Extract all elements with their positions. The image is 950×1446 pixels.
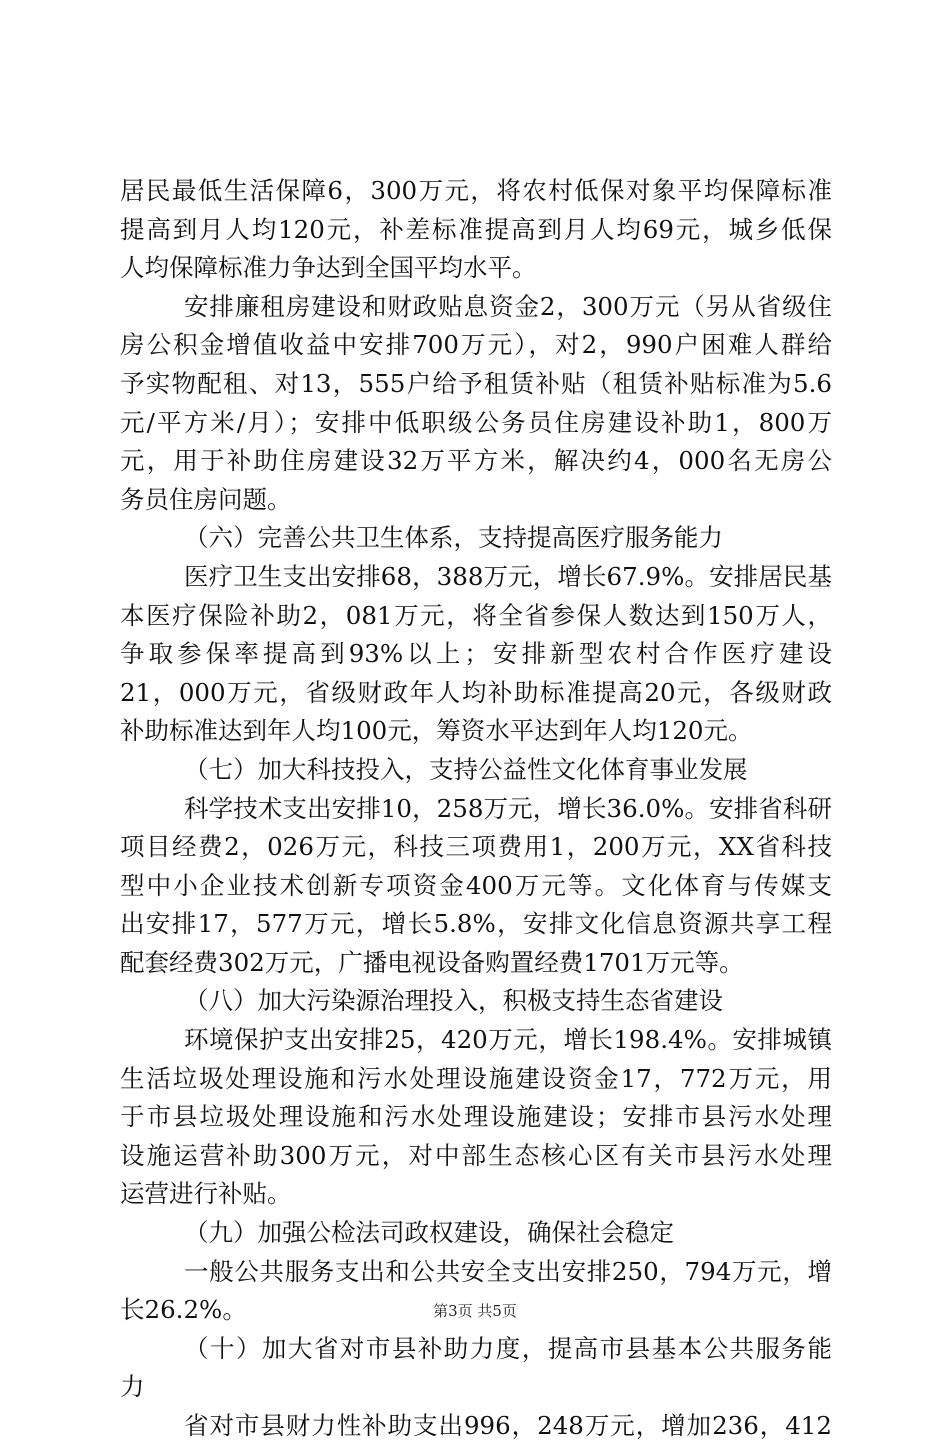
paragraph-first-line: 安排廉租房建设和财政贴息资金2，300万元（另从省级住 bbox=[184, 291, 832, 321]
paragraph-first-line: 省对市县财力性补助支出996，248万元，增加236，412 bbox=[184, 1411, 832, 1440]
text-line: 补助标准达到年人均100元，筹资水平达到年人均120元。 bbox=[120, 716, 753, 746]
section-heading-10: （十）加大省对市县补助力度，提高市县基本公共服务能 bbox=[184, 1333, 832, 1363]
text-line: 设施运营补助300万元，对中部生态核心区有关市县污水处理 bbox=[120, 1140, 832, 1170]
text-line: 出安排17，577万元，增长5.8%，安排文化信息资源共享工程 bbox=[120, 909, 832, 939]
text-line: 元/平方米/月）；安排中低职级公务员住房建设补助1，800万 bbox=[120, 407, 832, 437]
page-number-footer: 第3页 共5页 bbox=[433, 1302, 517, 1320]
text-line: 长26.2%。 bbox=[120, 1295, 247, 1325]
section-heading-9: （九）加强公检法司政权建设，确保社会稳定 bbox=[184, 1218, 674, 1248]
paragraph-first-line: 医疗卫生支出安排68，388万元，增长67.9%。安排居民基 bbox=[184, 561, 832, 591]
text-line: 予实物配租、对13，555户给予租赁补贴（租赁补贴标准为5.6 bbox=[120, 368, 832, 398]
text-line: 居民最低生活保障6，300万元，将农村低保对象平均保障标准 bbox=[120, 176, 832, 205]
text-line: 21，000万元，省级财政年人均补助标准提高20元，各级财政 bbox=[120, 677, 832, 707]
text-line: 房公积金增值收益中安排700万元），对2，990户困难人群给 bbox=[120, 330, 832, 360]
paragraph-first-line: 一般公共服务支出和公共安全支出安排250，794万元，增 bbox=[184, 1256, 832, 1286]
text-line: 元，用于补助住房建设32万平方米，解决约4，000名无房公 bbox=[120, 446, 832, 476]
text-line: 于市县垃圾处理设施和污水处理设施建设；安排市县污水处理 bbox=[120, 1102, 832, 1132]
paragraph-first-line: 环境保护支出安排25，420万元，增长198.4%。安排城镇 bbox=[184, 1025, 832, 1055]
text-line: 力 bbox=[120, 1372, 145, 1402]
text-line: 提高到月人均120元，补差标准提高到月人均69元，城乡低保 bbox=[120, 214, 832, 244]
text-line: 型中小企业技术创新专项资金400万元等。文化体育与传媒支 bbox=[120, 870, 832, 900]
section-heading-8: （八）加大污染源治理投入，积极支持生态省建设 bbox=[184, 986, 723, 1016]
text-line: 争取参保率提高到93%以上；安排新型农村合作医疗建设 bbox=[120, 639, 832, 669]
paragraph-first-line: 科学技术支出安排10，258万元，增长36.0%。安排省科研 bbox=[184, 793, 832, 823]
text-line: 本医疗保险补助2，081万元，将全省参保人数达到150万人， bbox=[120, 600, 832, 630]
section-heading-7: （七）加大科技投入，支持公益性文化体育事业发展 bbox=[184, 754, 748, 784]
section-heading-6: （六）完善公共卫生体系，支持提高医疗服务能力 bbox=[184, 523, 723, 553]
text-line: 项目经费2，026万元，科技三项费用1，200万元，XX省科技 bbox=[120, 832, 832, 862]
document-body bbox=[120, 172, 832, 1446]
text-line: 生活垃圾处理设施和污水处理设施建设资金17，772万元，用 bbox=[120, 1063, 832, 1093]
text-line: 务员住房问题。 bbox=[120, 484, 292, 514]
text-line: 人均保障标准力争达到全国平均水平。 bbox=[120, 253, 537, 283]
text-line: 配套经费302万元，广播电视设备购置经费1701万元等。 bbox=[120, 947, 744, 977]
text-line: 运营进行补贴。 bbox=[120, 1179, 292, 1209]
